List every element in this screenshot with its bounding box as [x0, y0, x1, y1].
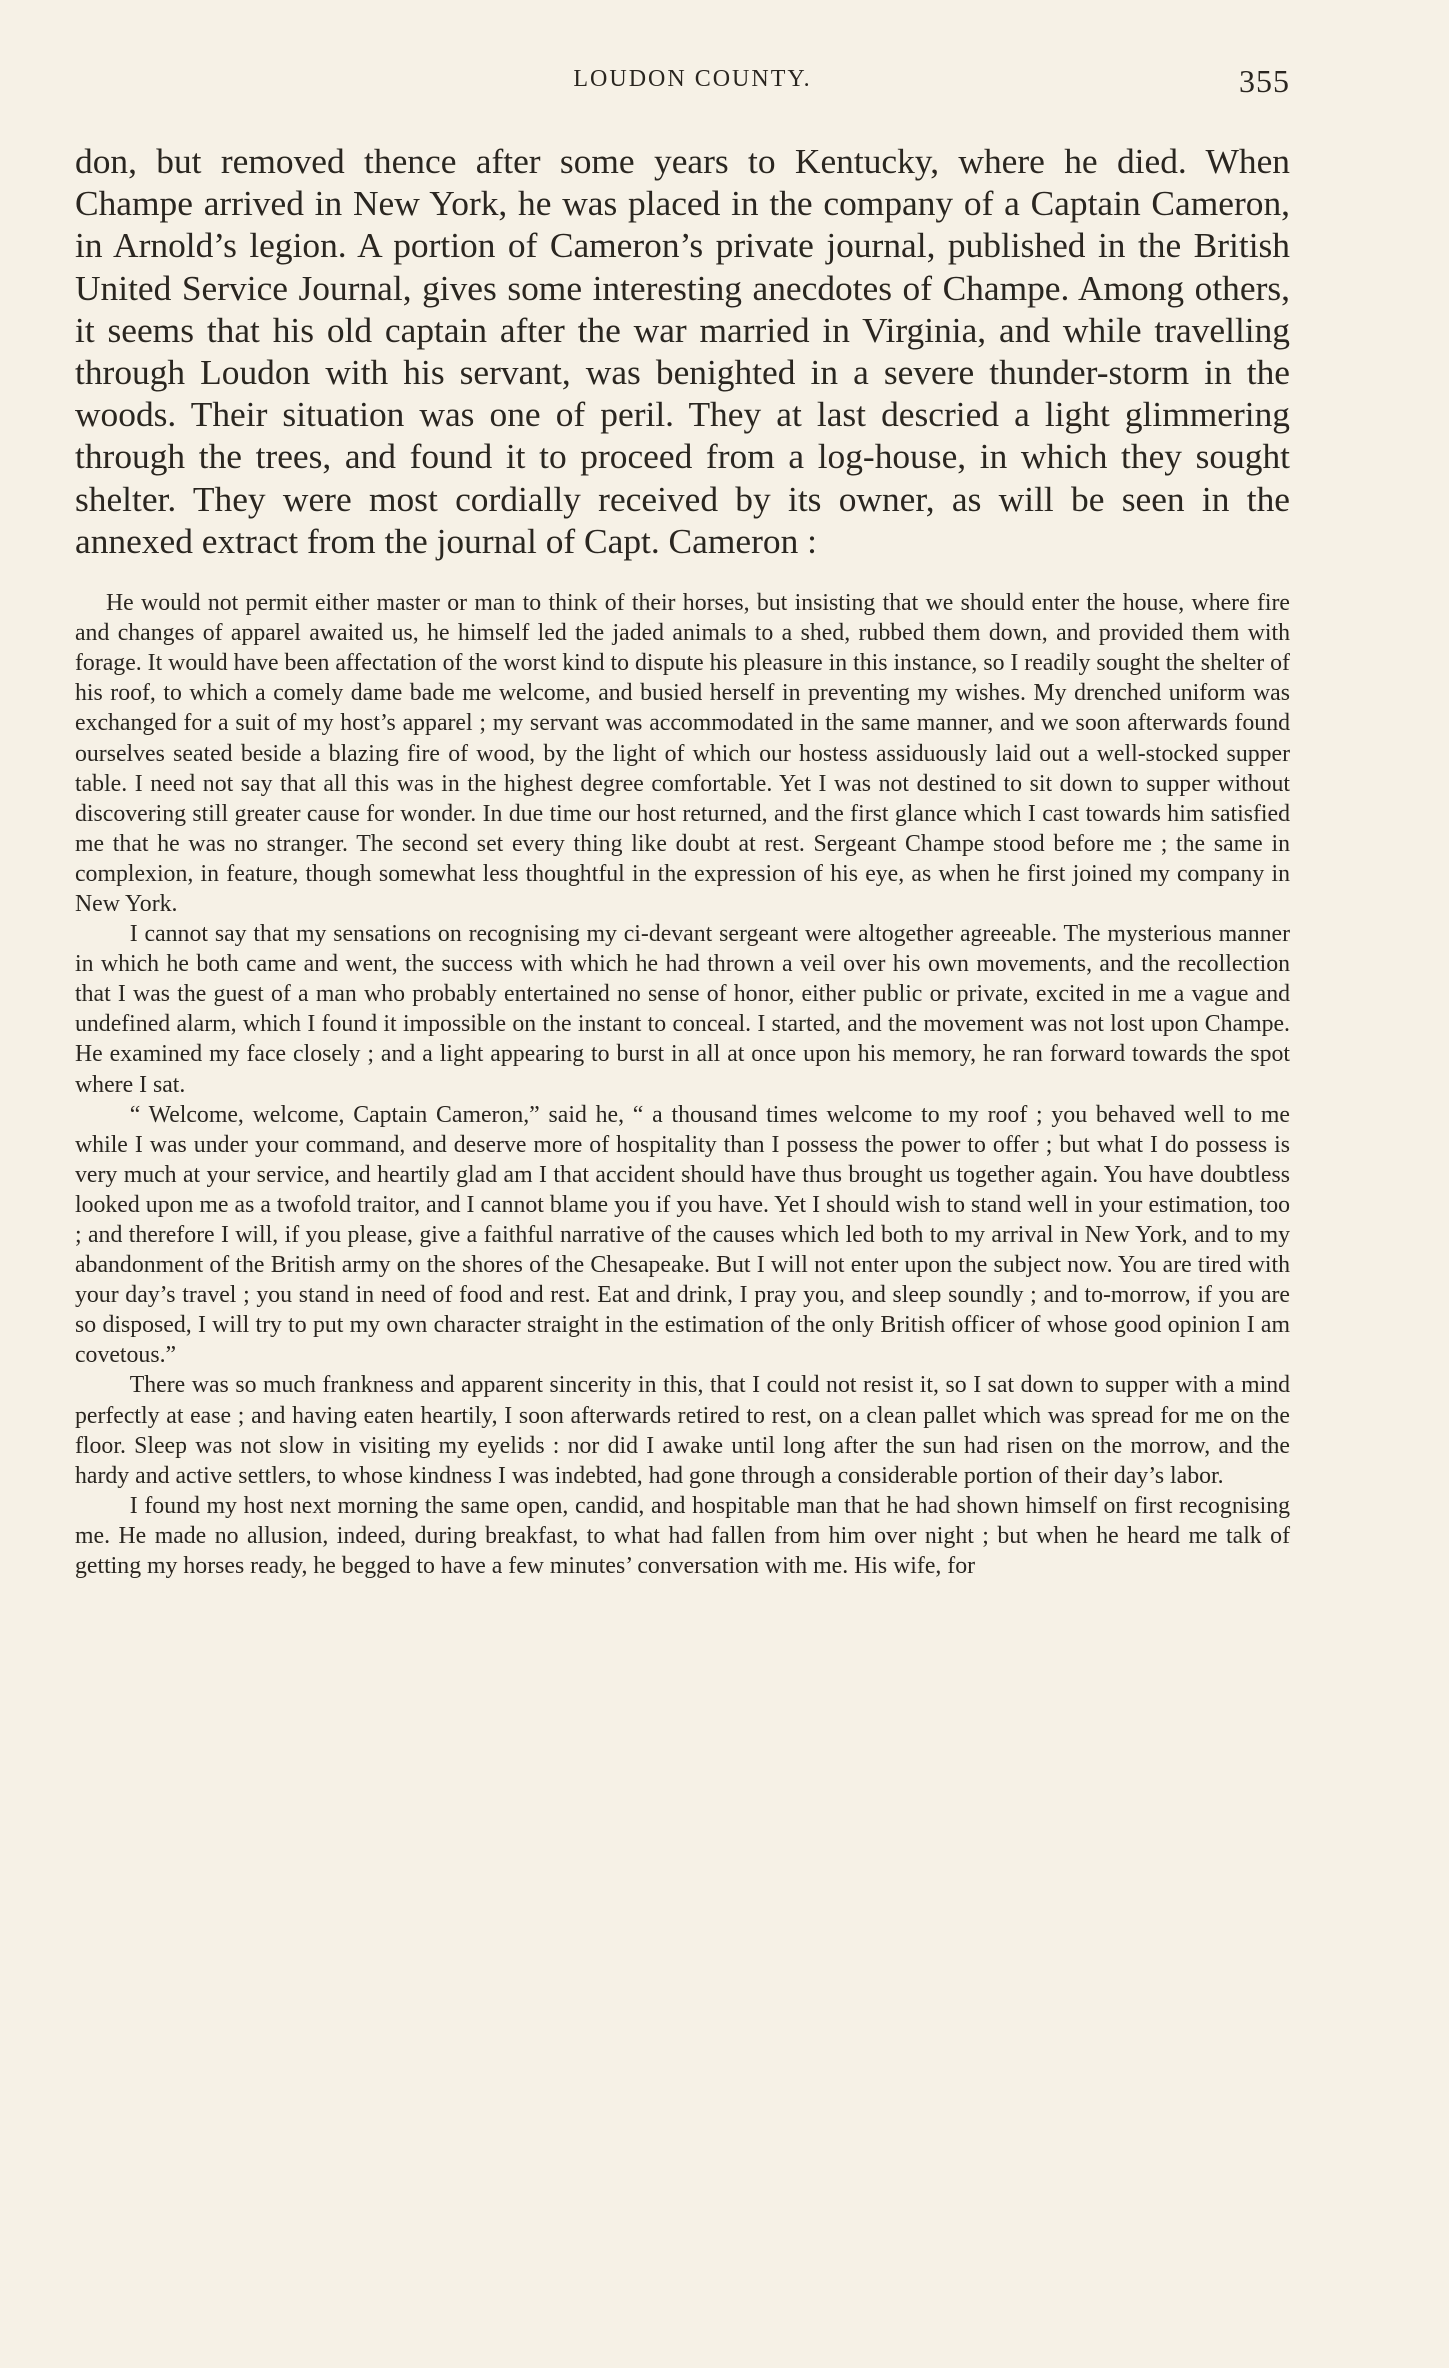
- page-number: 355: [1239, 63, 1290, 99]
- running-head: [75, 63, 1290, 106]
- extract-paragraph: He would not permit either master or man to think of their horses, but insisting that we should enter the house, where fire and changes of apparel awaited us, he himself led the jaded animals to a shed, rubbed them down, and provided them with forage. It would have been affectation of the worst kind to dispute his pleasure in this instance, so I readily sought the shelter of his roof, to which a comely dame bade me welcome, and busied herself in preventing my wishes. My drenched uniform was exchanged for a suit of my host’s apparel ; my servant was accommodated in the same manner, and we soon afterwards found ourselves seated beside a blazing fire of wood, by the light of which our hostess assiduously laid out a well-stocked supper table. I need not say that all this was in the highest degree comfortable. Yet I was not destined to sit down to supper without discovering still greater cause for wonder. In due time our host returned, and the first glance which I cast towards him satisfied me that he was no stranger. The second set every thing like doubt at rest. Sergeant Champe stood before me ; the same in complexion, in feature, though somewhat less thoughtful in the expression of his eye, as when he first joined my company in New York.: [75, 590, 1290, 917]
- extract-paragraph: I found my host next morning the same open, candid, and hospitable man that he had shown himself on first recognising me. He made no allusion, indeed, during breakfast, to what had fallen from him over night ; but when he heard me talk of getting my horses ready, he begged to have a few minutes’ conversation with me. His wife, for: [75, 1492, 1290, 1580]
- journal-extract: [75, 588, 1290, 1581]
- running-title: LOUDON COUNTY.: [573, 66, 812, 92]
- extract-paragraph: “ Welcome, welcome, Captain Cameron,” said he, “ a thousand times welcome to my roof ; you behaved well to me while I was under your command, and deserve more of hospitality than I possess the power to offer ; but what I do possess is very much at your service, and heartily glad am I that accident should have thus brought us together again. You have doubtless looked upon me as a twofold traitor, and I cannot blame you if you have. Yet I should wish to stand well in your estimation, too ; and therefore I will, if you please, give a faithful narrative of the causes which led both to my arrival in New York, and to my abandonment of the British army on the shores of the Chesapeake. But I will not enter upon the subject now. You are tired with your day’s travel ; you stand in need of food and rest. Eat and drink, I pray you, and sleep soundly ; and to-morrow, if you are so disposed, I will try to put my own character straight in the estimation of the only British officer of whose good opinion I am covetous.”: [75, 1101, 1290, 1369]
- page-body: [75, 140, 1290, 1581]
- extract-paragraph: There was so much frankness and apparent sincerity in this, that I could not resist it, so I sat down to supper with a mind perfectly at ease ; and having eaten heartily, I soon afterwards retired to rest, on a clean pallet which was spread for me on the floor. Sleep was not slow in visiting my eyelids : nor did I awake until long after the sun had risen on the morrow, and the hardy and active settlers, to whose kindness I was indebted, had gone through a considerable portion of their day’s labor.: [75, 1372, 1290, 1489]
- extract-paragraph: I cannot say that my sensations on recognising my ci-devant sergeant were altogether agreeable. The mysterious manner in which he both came and went, the success with which he had thrown a veil over his own movements, and the recollection that I was the guest of a man who probably entertained no sense of honor, either public or private, excited in me a vague and undefined alarm, which I found it impossible on the instant to conceal. I started, and the movement was not lost upon Champe. He examined my face closely ; and a light appearing to burst in all at once upon his memory, he ran forward towards the spot where I sat.: [75, 921, 1290, 1098]
- lead-paragraph: don, but removed thence after some years to Kentucky, where he died. When Champe arrived in New York, he was placed in the company of a Captain Cameron, in Arnold’s legion. A portion of Cameron’s private journal, published in the British United Service Journal, gives some interesting anecdotes of Champe. Among others, it seems that his old captain after the war married in Virginia, and while travelling through Loudon with his servant, was benighted in a severe thunder-storm in the woods. Their situation was one of peril. They at last descried a light glimmering through the trees, and found it to proceed from a log-house, in which they sought shelter. They were most cordially received by its owner, as will be seen in the annexed extract from the journal of Capt. Cameron :: [75, 141, 1290, 561]
